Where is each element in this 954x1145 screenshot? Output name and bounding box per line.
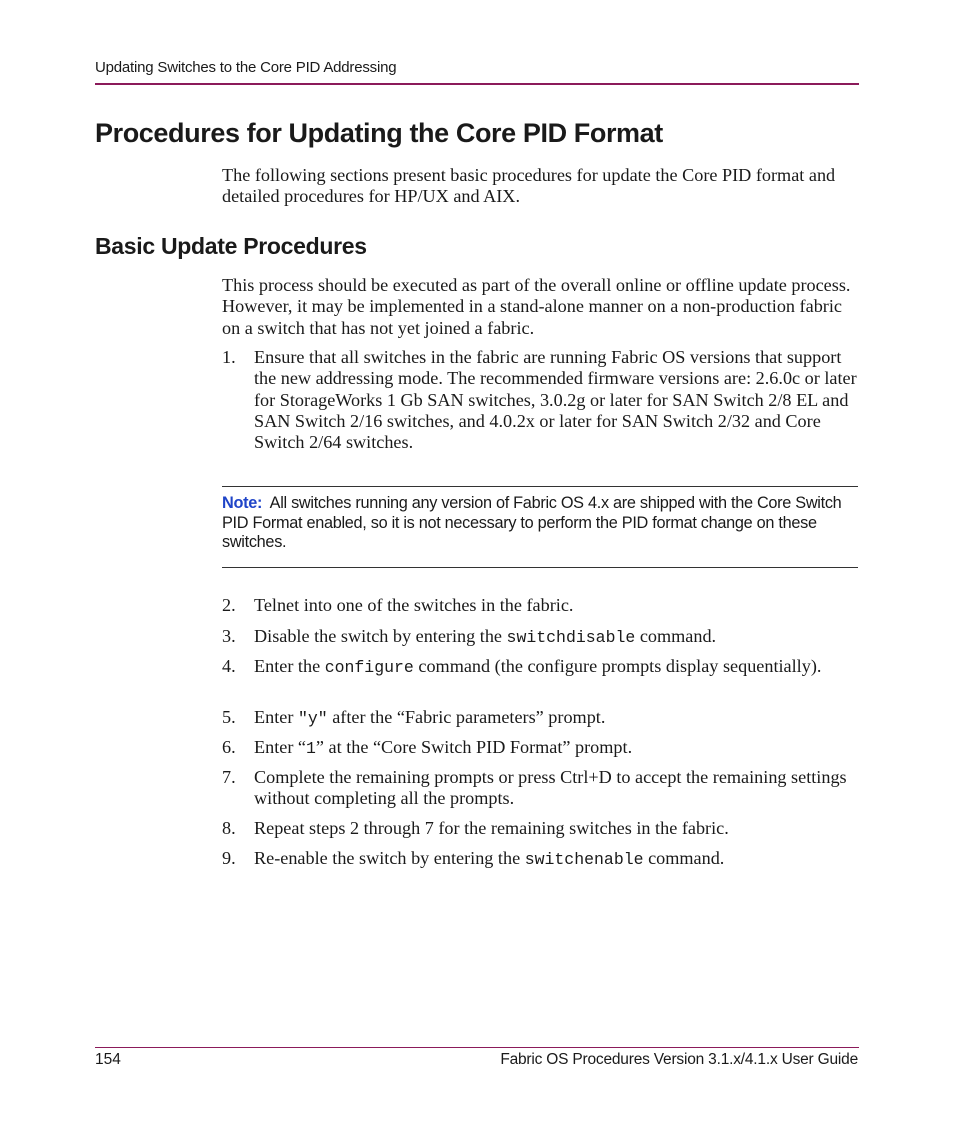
step-text: Telnet into one of the switches in the fabric. (254, 595, 574, 615)
command-configure: configure (324, 658, 414, 677)
note-body: All switches running any version of Fabric OS 4.x are shipped with the Core Switch PID Format enabled, so it is not necessary to perform the PID format change on these switches. (222, 494, 842, 551)
page-number: 154 (95, 1051, 121, 1068)
intro-paragraph: The following sections present basic procedures for update the Core PID format and detailed procedures for HP/UX and AIX. (222, 165, 836, 207)
page-title: Procedures for Updating the Core PID Format (95, 118, 663, 148)
command-switchdisable: switchdisable (506, 628, 636, 647)
footer-guide-title: Fabric OS Procedures Version 3.1.x/4.1.x User Guide (500, 1051, 858, 1068)
list-item (222, 347, 858, 453)
step-number: 8. (222, 818, 236, 838)
step-text: Complete the remaining prompts or press Ctrl+D to accept the remaining settings without completing all the prompts. (254, 767, 847, 809)
list-item (222, 707, 858, 729)
step-text-part: Disable the switch by entering the (254, 626, 507, 646)
command-switchenable: switchenable (524, 850, 644, 869)
step-text-part: command. (635, 626, 717, 646)
step-text: Ensure that all switches in the fabric are running Fabric OS versions that support the new addressing mode. The recommended firmware versions are: 2.6.0c or later for StorageWorks 1 Gb SAN switches, 3.0.2g or later for SAN Switch 2/8 EL and SAN Switch 2/16 switches, and 4.0.2x or later for SAN Switch 2/32 and Core Switch 2/64 switches. (254, 347, 857, 453)
section-heading: Basic Update Procedures (95, 233, 367, 259)
note-text (222, 494, 858, 553)
step-number: 2. (222, 595, 236, 615)
step-number: 9. (222, 848, 236, 868)
step-text (254, 656, 858, 678)
step-text (254, 737, 858, 759)
step-number: 4. (222, 656, 236, 676)
list-item (222, 595, 858, 616)
step-number: 5. (222, 707, 236, 727)
list-item (222, 626, 858, 648)
step-text-part: Enter (254, 707, 298, 727)
step-text (254, 626, 858, 648)
note-box (222, 486, 858, 568)
list-item (222, 767, 858, 810)
list-item (222, 656, 858, 678)
step-text (254, 848, 858, 870)
note-label: Note: (222, 494, 263, 512)
step-text-part: Enter “ (254, 737, 307, 757)
section-intro-paragraph: This process should be executed as part of the overall online or offline update process. However, it may be implemented in a stand-alone manner on a non-production fabric on a switch that has not yet joined a fabric. (222, 275, 851, 338)
step-number: 6. (222, 737, 236, 757)
running-header: Updating Switches to the Core PID Addressing (95, 59, 397, 76)
list-item (222, 737, 858, 759)
command-1: 1 (306, 739, 316, 758)
step-text: Repeat steps 2 through 7 for the remaining switches in the fabric. (254, 818, 729, 838)
step-number: 1. (222, 347, 236, 367)
step-text-part: command (the configure prompts display sequentially). (413, 656, 822, 676)
step-number: 7. (222, 767, 236, 787)
command-y: "y" (297, 709, 328, 728)
footer-rule (95, 1047, 859, 1048)
step-text-part: Enter the (254, 656, 325, 676)
list-item (222, 818, 858, 839)
step-text-part: ” at the “Core Switch PID Format” prompt. (315, 737, 633, 757)
step-text-part: command. (643, 848, 725, 868)
list-item (222, 848, 858, 870)
step-text-part: after the “Fabric parameters” prompt. (327, 707, 606, 727)
step-text-part: Re-enable the switch by entering the (254, 848, 525, 868)
step-text (254, 707, 858, 729)
step-number: 3. (222, 626, 236, 646)
header-rule (95, 83, 859, 85)
